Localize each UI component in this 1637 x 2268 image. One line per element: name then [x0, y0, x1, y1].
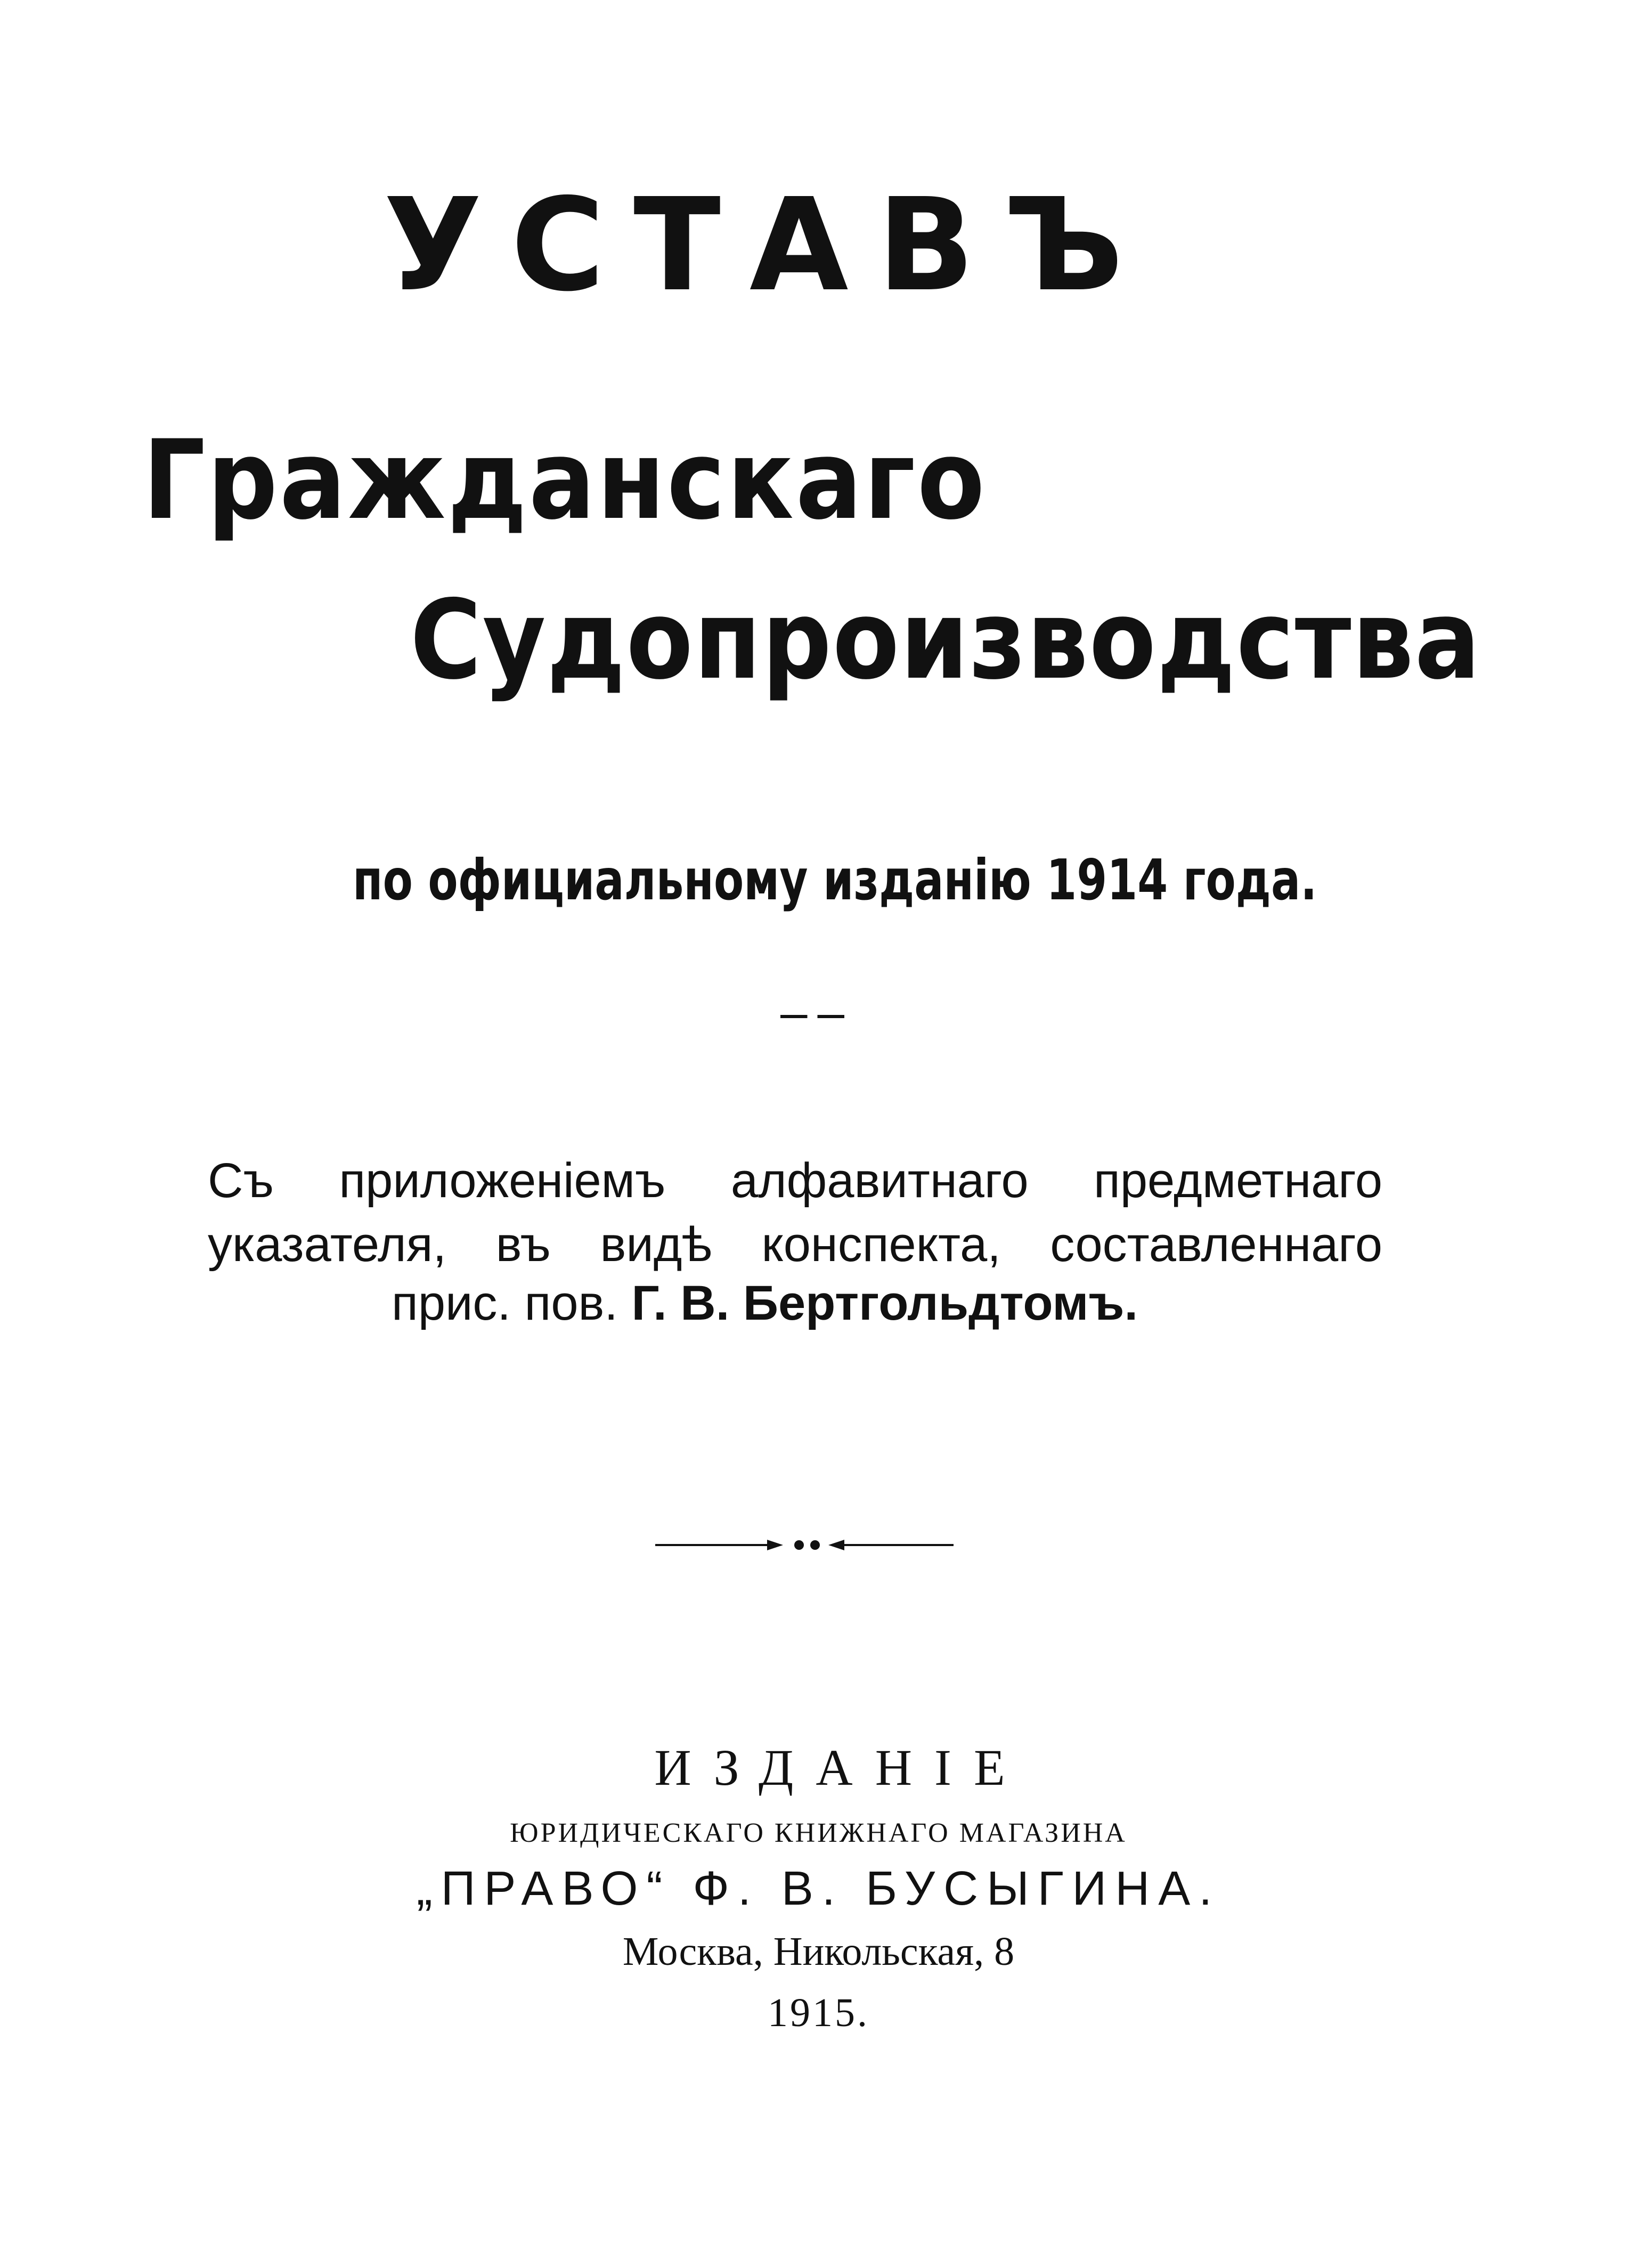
publisher-store: ЮРИДИЧЕСКАГО КНИЖНАГО МАГАЗИНА: [510, 1818, 1127, 1848]
title-line-3: Судопроизводства: [410, 577, 1481, 704]
publisher-name: „ПРАВО“ Ф. В. БУСЫГИНА.: [416, 1862, 1221, 1915]
appendix-line-2: указателя, въ видѣ конспекта, составленнаго: [208, 1217, 1382, 1272]
publication-year: 1915.: [768, 1990, 869, 2035]
appendix-author: Г. В. Бертгольдтомъ.: [631, 1276, 1138, 1330]
appendix-line-3: [392, 1276, 1138, 1330]
edition-subtitle: по официальному изданію 1914 года.: [353, 848, 1317, 913]
title-line-1: УСТАВЪ: [384, 170, 1153, 320]
publisher-address: Москва, Никольская, 8: [622, 1929, 1015, 1974]
publisher-label: ИЗДАНІЕ: [654, 1739, 1028, 1796]
arrow-dot-ornament-icon: [655, 1534, 954, 1556]
dash-separator: [780, 1015, 844, 1018]
title-line-2: Гражданскаго: [143, 417, 987, 544]
appendix-line-3-prefix: прис. пов.: [392, 1276, 618, 1330]
appendix-line-1: Съ приложеніемъ алфавитнаго предметнаго: [208, 1153, 1382, 1208]
